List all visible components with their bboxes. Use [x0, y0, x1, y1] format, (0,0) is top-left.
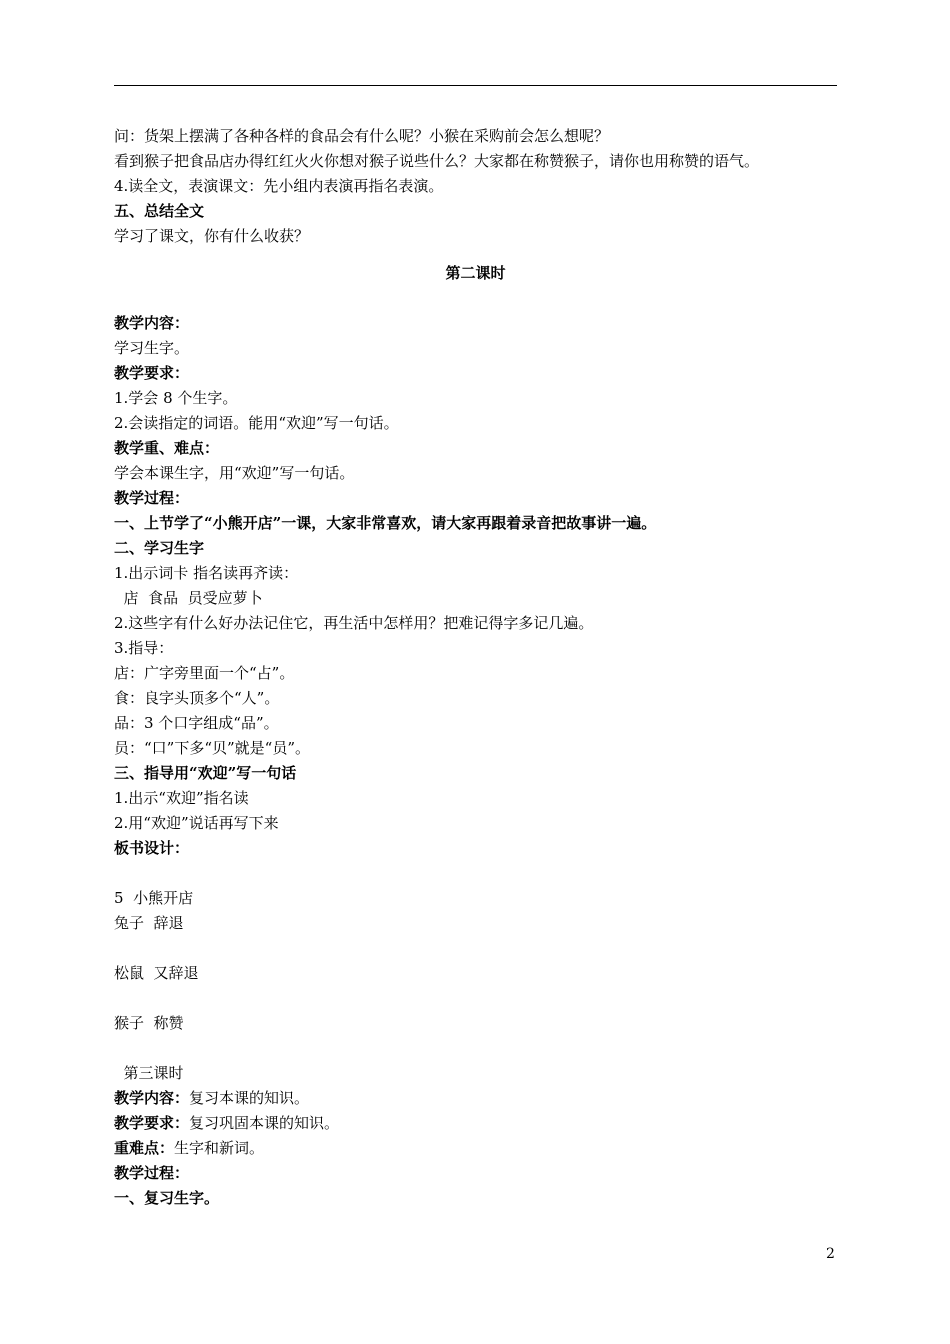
- lesson-3-difficulty: 生字和新词。: [174, 1139, 265, 1157]
- step-4-line: 4.读全文，表演课文：先小组内表演再指名表演。: [114, 177, 444, 195]
- lesson-2-step-1-heading: 一、上节学了“小熊开店”一课，大家非常喜欢，请大家再跟着录音把故事讲一遍。: [114, 514, 657, 532]
- board-design-label: 板书设计：: [114, 839, 190, 857]
- board-line-3: 猴子 称赞: [114, 1014, 184, 1032]
- lesson-3-requirements-row: [114, 1111, 844, 1136]
- lesson-3-requirements: 复习巩固本课的知识。: [189, 1114, 340, 1132]
- lesson-3-process-label: 教学过程：: [114, 1164, 190, 1182]
- lesson-2-content-label: 教学内容：: [114, 314, 190, 332]
- board-title: 5 小熊开店: [114, 889, 194, 907]
- guide-pin: 品：3 个口字组成“品”。: [114, 714, 279, 732]
- lesson-2-requirements-label: 教学要求：: [114, 364, 190, 382]
- guide-dian: 店：广字旁里面一个“占”。: [114, 664, 295, 682]
- lesson-3-step-1-heading: 一、复习生字。: [114, 1189, 220, 1207]
- section-5-heading: 五、总结全文: [114, 202, 205, 220]
- lesson-2-step-2-item-3: 3.指导：: [114, 639, 174, 657]
- lesson-3-content-row: [114, 1086, 844, 1111]
- summary-question: 学习了课文，你有什么收获？: [114, 227, 310, 245]
- lesson-2-word-cards: 店 食品 员受应萝卜: [114, 589, 263, 607]
- lesson-3-requirements-label: 教学要求：: [114, 1114, 190, 1132]
- lesson-2-step-3-item-1: 1.出示“欢迎”指名读: [114, 789, 249, 807]
- lesson-2-step-2-heading: 二、学习生字: [114, 539, 205, 557]
- lesson-3-difficulty-label: 重难点：: [114, 1139, 175, 1157]
- lesson-2-requirement-2: 2.会读指定的词语。能用“欢迎”写一句话。: [114, 414, 399, 432]
- page-body: [114, 124, 844, 1211]
- question-line: 问：货架上摆满了各种各样的食品会有什么呢？小猴在采购前会怎么想呢？: [114, 127, 610, 145]
- lesson-3-content-label: 教学内容：: [114, 1089, 190, 1107]
- lesson-2-title: 第二课时: [445, 264, 506, 282]
- lesson-2-step-2-item-2: 2.这些字有什么好办法记住它，再生活中怎样用？把难记得字多记几遍。: [114, 614, 594, 632]
- board-line-2: 松鼠 又辞退: [114, 964, 199, 982]
- lesson-2-content: 学习生字。: [114, 339, 190, 357]
- guide-shi: 食：良字头顶多个“人”。: [114, 689, 280, 707]
- lesson-2-keypoints-label: 教学重、难点：: [114, 439, 220, 457]
- lesson-2-requirement-1: 1.学会 8 个生字。: [114, 389, 238, 407]
- lesson-3-title: 第三课时: [114, 1064, 184, 1082]
- lesson-2-step-2-item-1: 1.出示词卡 指名读再齐读：: [114, 564, 299, 582]
- lesson-2-process-label: 教学过程：: [114, 489, 190, 507]
- board-line-1: 兔子 辞退: [114, 914, 184, 932]
- page-number: 2: [826, 1246, 835, 1262]
- guide-yuan: 员：“口”下多“贝”就是“员”。: [114, 739, 311, 757]
- lesson-3-difficulty-row: [114, 1136, 844, 1161]
- lesson-2-step-3-heading: 三、指导用“欢迎”写一句话: [114, 764, 297, 782]
- header-rule: [114, 85, 837, 86]
- lesson-2-keypoints: 学会本课生字，用“欢迎”写一句话。: [114, 464, 355, 482]
- praise-line: 看到猴子把食品店办得红红火火你想对猴子说些什么？大家都在称赞猴子，请你也用称赞的语气。: [114, 152, 760, 170]
- lesson-2-step-3-item-2: 2.用“欢迎”说话再写下来: [114, 814, 279, 832]
- lesson-3-content: 复习本课的知识。: [189, 1089, 310, 1107]
